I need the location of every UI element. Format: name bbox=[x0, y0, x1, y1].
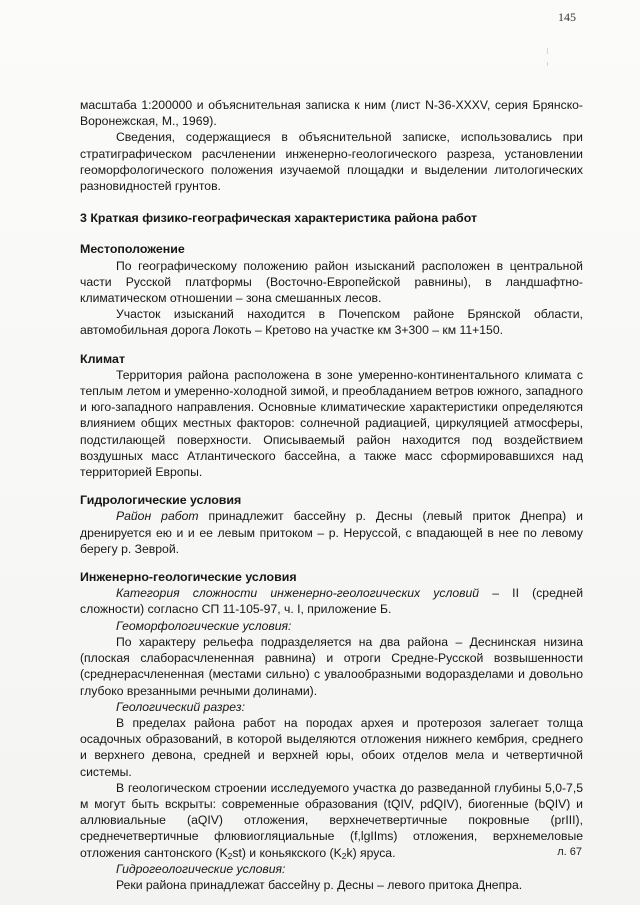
climate-paragraph: Территория района расположена в зоне умеренно-континентального климата с теплым летом и умеренно-холодной зимой, и преобладанием ветров южного, западного и юго-западного направления. Основные климатические характеристики определяются влиянием общих местных факторов: солнечной радиацией, циркуляцией атмосферы, подстилающей поверхности. Описываемый район находится под воздействием воздушных масс Атлантического бассейна, а также масс сформировавшихся над территорией Европы. bbox=[80, 367, 583, 480]
geo-section-label: Геологический разрез: bbox=[116, 699, 245, 714]
intro-paragraph-2: Сведения, содержащиеся в объяснительной записке, использовались при стратиграфическом расчленении инженерно-геологического разреза, установлении геоморфологического положения изучаемой площадки и выделении литологических разновидностей грунтов. bbox=[80, 130, 583, 194]
scan-mark bbox=[547, 62, 548, 66]
hydro-heading: Гидрологические условия bbox=[80, 493, 242, 508]
hydrogeo-paragraph: Реки района принадлежат бассейну р. Десны – левого притока Днепра. bbox=[116, 877, 523, 892]
category-text: – II (средней сложности) согласно СП 11-105-97, ч. I, приложение Б. bbox=[80, 586, 584, 617]
location-heading: Местоположение bbox=[80, 242, 185, 257]
location-paragraph-2: Участок изысканий находится в Почепском районе Брянской области, автомобильная дорога Локоть – Кретово на участке км 3+300 – км 11+150. bbox=[80, 307, 583, 338]
scan-mark bbox=[547, 48, 548, 54]
geo-section-paragraph: В пределах района работ на породах архея и протерозоя залегает толща осадочных образований, в которой выделяются отложения нижнего кембрия, среднего и верхнего девона, средней и верхней юры, обоих отделов мела и четвертичной системы. bbox=[80, 715, 583, 779]
category-paragraph bbox=[80, 585, 583, 617]
page-number-top: 145 bbox=[558, 10, 576, 24]
location-paragraph-1: По географическому положению район изысканий расположен в центральной части Русской платформы (Восточно-Европейской равнины), в ландшафтно-климатическом отношении – зона смешанных лесов. bbox=[80, 258, 583, 306]
geomorph-paragraph: По характеру рельефа подразделяется на два района – Деснинская низина (плоская слаборасчлененная равнина) и отроги Средне-Русской возвышенности (среднерасчлененная (местами сильно) с увалообразными водоразделами и довольно глубоко врезанными речными долинами). bbox=[80, 634, 583, 698]
category-lead: Категория сложности инженерно-геологических условий bbox=[116, 586, 480, 601]
hydro-paragraph bbox=[80, 508, 583, 557]
geo-structure-paragraph: В геологическом строении исследуемого участка до разведанной глубины 5,0-7,5 м могут быть вскрыты: современные образования (tQIV, pdQIV), биогенные (bQIV) и аллювиальные (aQIV) отложения, верхнечетвертичные покровные (prIII), среднечетвертичные флювиогляциальные (f,lgIIms) отложения, верхнемеловые отложения сантонского $(K_2st)$ и коньякского $(K_2k)$ яруса. bbox=[80, 780, 583, 861]
climate-heading: Климат bbox=[80, 351, 126, 366]
hydrogeo-label: Гидрогеологические условия: bbox=[116, 861, 286, 876]
section-title: 3 Краткая физико-географическая характеристика района работ bbox=[80, 211, 478, 226]
intro-paragraph-1: масштаба 1:200000 и объяснительная записка к ним (лист N-36-XXXV, серия Брянско-Воронежская, М., 1969). bbox=[80, 98, 583, 129]
page-number-bottom: л. 67 bbox=[557, 846, 582, 858]
page-body bbox=[80, 97, 583, 893]
engineering-heading: Инженерно-геологические условия bbox=[80, 570, 297, 585]
hydro-text: принадлежит бассейну р. Десны (левый приток Днепра) и дренируется ею и и ее левым притоком – р. Неруссой, с впадающей в нее по левому берегу р. Зеврой. bbox=[80, 509, 583, 556]
geomorph-label: Геоморфологические условия: bbox=[116, 618, 292, 633]
hydro-lead: Район работ bbox=[116, 509, 199, 524]
